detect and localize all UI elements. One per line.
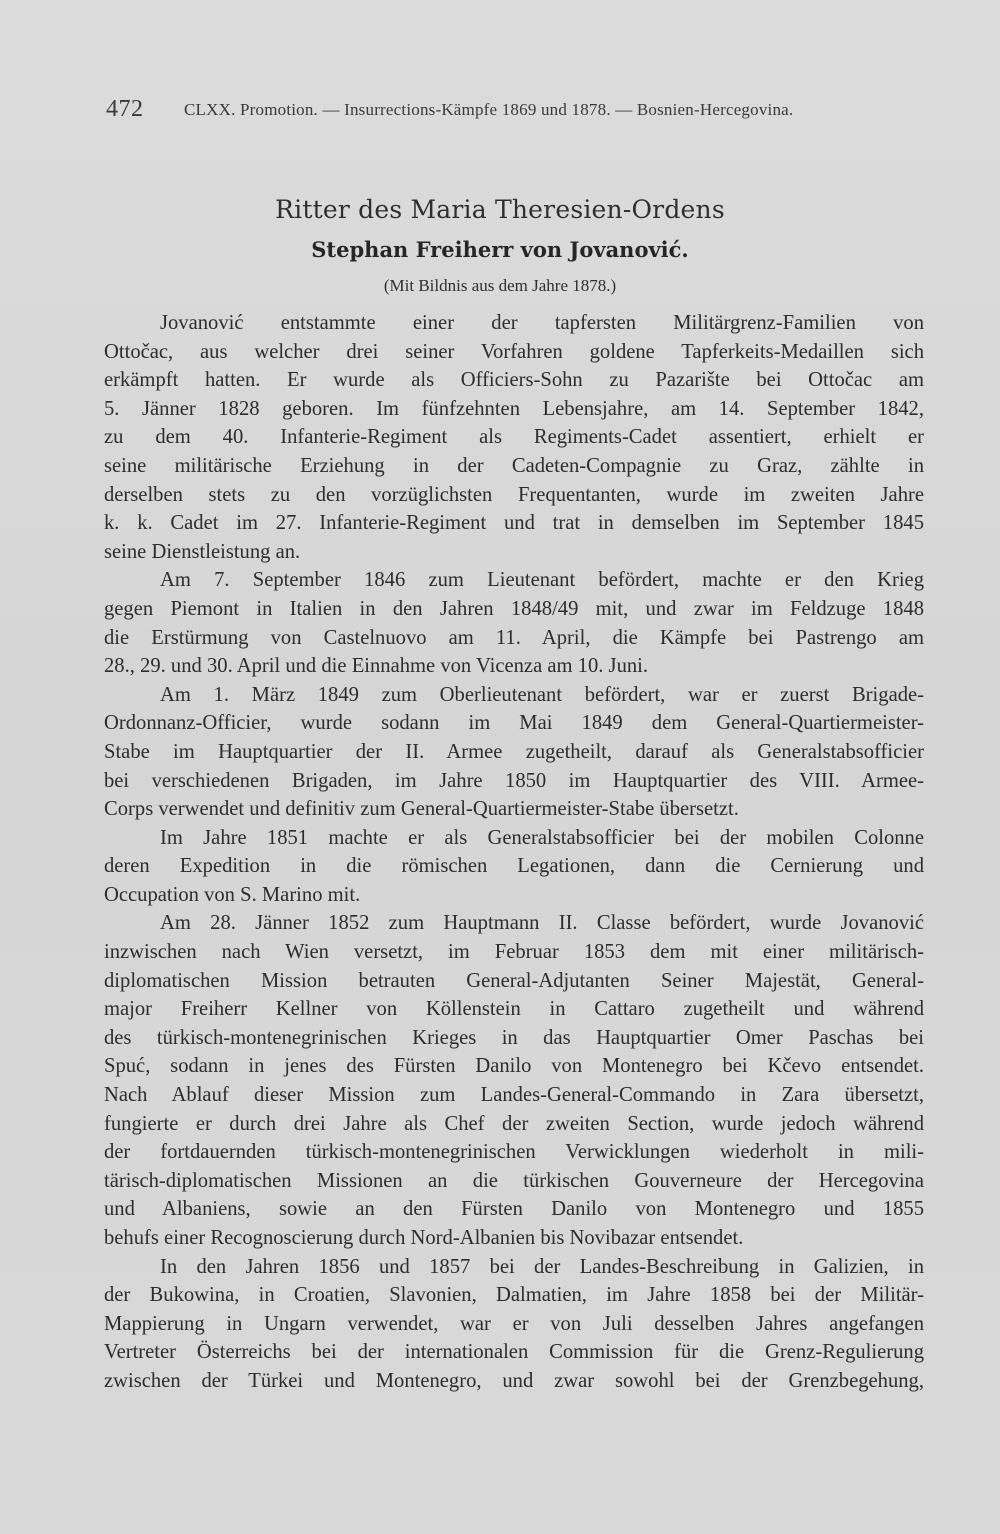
- body-text: [104, 309, 924, 1396]
- text-line: Vertreter Österreichs bei der internationalen Commission für die Grenz-Regulierung: [104, 1341, 924, 1364]
- text-line: tärisch-diplomatischen Missionen an die türkischen Gouverneure der Hercegovina: [104, 1169, 924, 1192]
- paragraph: [104, 824, 924, 910]
- text-line: deren Expedition in die römischen Legationen, dann die Cernierung und: [104, 855, 924, 878]
- paragraph: [104, 681, 924, 824]
- paragraph: [104, 309, 924, 566]
- paragraph: [104, 566, 924, 680]
- text-line: der fortdauernden türkisch-montenegrinischen Verwicklungen wiederholt in mili-: [104, 1141, 924, 1164]
- person-name: Stephan Freiherr von Jovanović.: [311, 237, 689, 262]
- text-line: und Albaniens, sowie an den Fürsten Danilo von Montenegro und 1855: [104, 1198, 924, 1221]
- text-line: Spuć, sodann in jenes des Fürsten Danilo von Montenegro bei Kčevo entsendet.: [104, 1055, 924, 1078]
- paragraph: [104, 909, 924, 1252]
- text-line: derselben stets zu den vorzüglichsten Frequentanten, wurde im zweiten Jahre: [104, 483, 924, 506]
- paragraph: [104, 1253, 924, 1396]
- text-line: der Bukowina, in Croatien, Slavonien, Dalmatien, im Jahre 1858 bei der Militär-: [104, 1284, 924, 1307]
- text-line: fungierte er durch drei Jahre als Chef der zweiten Section, wurde jedoch während: [104, 1112, 924, 1135]
- text-line: Im Jahre 1851 machte er als Generalstabsofficier bei der mobilen Colonne: [160, 826, 924, 849]
- text-line: In den Jahren 1856 und 1857 bei der Landes-Beschreibung in Galizien, in: [160, 1255, 924, 1278]
- order-title: Ritter des Maria Theresien-Ordens: [275, 195, 725, 224]
- text-line: zwischen der Türkei und Montenegro, und zwar sowohl bei der Grenzbegehung,: [104, 1369, 924, 1392]
- text-line: zu dem 40. Infanterie-Regiment als Regiments-Cadet assentiert, erhielt er: [104, 426, 924, 449]
- text-line: Jovanović entstammte einer der tapfersten Militärgrenz-Familien von: [160, 312, 924, 334]
- text-line: des türkisch-montenegrinischen Krieges in das Hauptquartier Omer Paschas bei: [104, 1026, 924, 1049]
- portrait-note: (Mit Bildnis aus dem Jahre 1878.): [383, 276, 617, 295]
- text-line: Ordonnanz-Officier, wurde sodann im Mai 1849 dem General-Quartiermeister-: [104, 712, 924, 735]
- text-line: k. k. Cadet im 27. Infanterie-Regiment und trat in demselben im September 1845: [104, 512, 924, 535]
- text-line: Stabe im Hauptquartier der II. Armee zugetheilt, darauf als Generalstabsofficier: [104, 740, 924, 763]
- text-line: Mappierung in Ungarn verwendet, war er von Juli desselben Jahres angefangen: [104, 1312, 924, 1335]
- text-line: Occupation von S. Marino mit.: [104, 883, 361, 906]
- text-line: 28., 29. und 30. April und die Einnahme von Vicenza am 10. Juni.: [104, 655, 649, 678]
- text-line: major Freiherr Kellner von Köllenstein in Cattaro zugetheilt und während: [104, 998, 924, 1021]
- page-number: 472: [106, 96, 144, 122]
- page-header: [106, 96, 886, 126]
- text-line: diplomatischen Mission betrauten General-Adjutanten Seiner Majestät, General-: [104, 969, 924, 992]
- text-line: seine Dienstleistung an.: [104, 540, 301, 563]
- text-line: Ottočac, aus welcher drei seiner Vorfahren goldene Tapferkeits-Medaillen sich: [104, 340, 924, 363]
- text-line: bei verschiedenen Brigaden, im Jahre 1850 im Hauptquartier des VIII. Armee-: [104, 769, 924, 792]
- text-line: die Erstürmung von Castelnuovo am 11. April, die Kämpfe bei Pastrengo am: [104, 626, 924, 649]
- text-line: Nach Ablauf dieser Mission zum Landes-General-Commando in Zara übersetzt,: [104, 1084, 924, 1107]
- text-line: 5. Jänner 1828 geboren. Im fünfzehnten Lebensjahre, am 14. September 1842,: [104, 397, 924, 420]
- text-line: Am 1. März 1849 zum Oberlieutenant befördert, war er zuerst Brigade-: [160, 683, 924, 706]
- text-line: Am 28. Jänner 1852 zum Hauptmann II. Classe befördert, wurde Jovanović: [160, 912, 924, 935]
- text-line: Corps verwendet und definitiv zum General-Quartiermeister-Stabe übersetzt.: [104, 798, 739, 821]
- text-line: gegen Piemont in Italien in den Jahren 1848/49 mit, und zwar im Feldzuge 1848: [104, 597, 924, 620]
- text-line: behufs einer Recognoscierung durch Nord-Albanien bis Novibazar entsendet.: [104, 1227, 744, 1249]
- text-line: erkämpft hatten. Er wurde als Officiers-Sohn zu Pazarište bei Ottočac am: [104, 369, 924, 392]
- running-head: CLXX. Promotion. — Insurrections-Kämpfe 1869 und 1878. — Bosnien-Hercegovina.: [184, 100, 794, 119]
- text-line: seine militärische Erziehung in der Cadeten-Compagnie zu Graz, zählte in: [104, 454, 924, 477]
- text-line: inzwischen nach Wien versetzt, im Februar 1853 dem mit einer militärisch-: [104, 941, 924, 964]
- text-line: Am 7. September 1846 zum Lieutenant befördert, machte er den Krieg: [160, 569, 924, 592]
